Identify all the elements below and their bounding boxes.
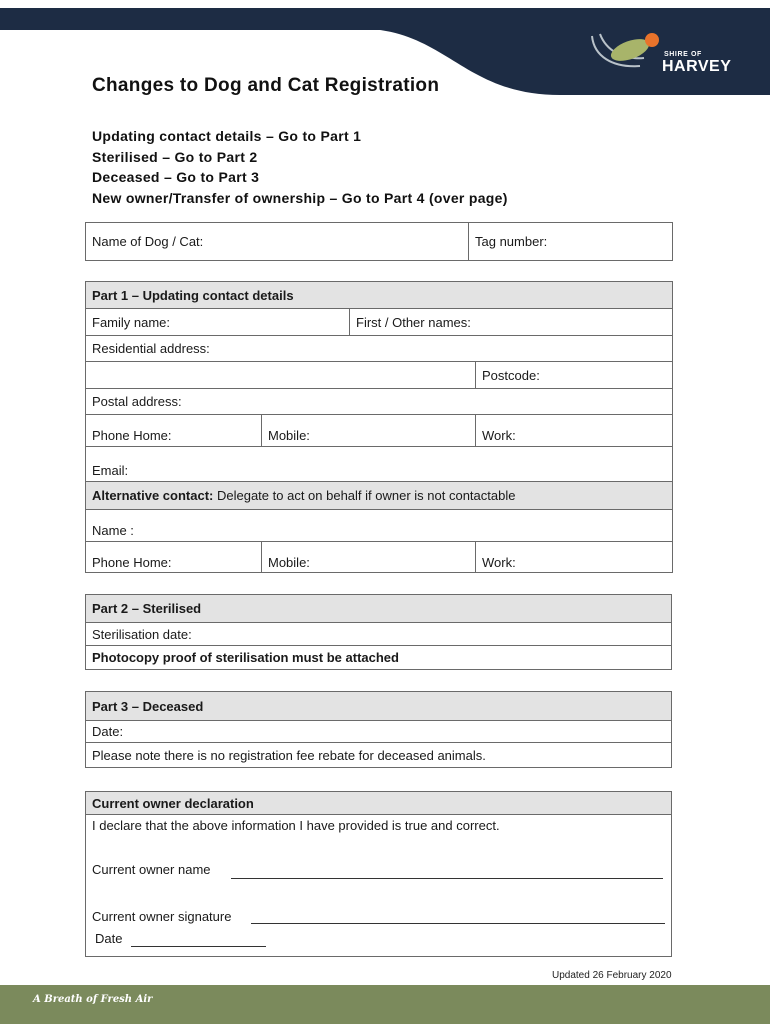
owner-name-input-line[interactable] (231, 878, 663, 879)
pet-details-table (85, 222, 673, 261)
owner-signature-label: Current owner signature (92, 909, 232, 924)
guide-line-2: Sterilised – Go to Part 2 (92, 149, 258, 165)
sterilisation-date-field[interactable]: Sterilisation date: (86, 623, 672, 646)
guide-line-1: Updating contact details – Go to Part 1 (92, 128, 362, 144)
residential-address-field[interactable]: Residential address: (86, 336, 673, 362)
alternative-contact-note: Delegate to act on behalf if owner is not contactable (213, 488, 516, 503)
logo-harvey-text: HARVEY (662, 58, 732, 75)
postcode-field[interactable]: Postcode: (476, 362, 673, 389)
declaration-heading: Current owner declaration (86, 792, 672, 815)
postal-address-field[interactable]: Postal address: (86, 389, 673, 415)
deceased-date-field[interactable]: Date: (86, 721, 672, 743)
declaration-date-input-line[interactable] (131, 946, 266, 947)
mobile-field[interactable]: Mobile: (262, 415, 476, 447)
guide-line-3: Deceased – Go to Part 3 (92, 169, 260, 185)
pet-name-field[interactable]: Name of Dog / Cat: (86, 223, 469, 261)
alternative-contact-heading (86, 482, 673, 510)
family-name-field[interactable]: Family name: (86, 309, 350, 336)
sterilisation-proof-note: Photocopy proof of sterilisation must be attached (86, 646, 672, 670)
part2-heading: Part 2 – Sterilised (86, 595, 672, 623)
part1-heading: Part 1 – Updating contact details (86, 282, 673, 309)
header-top-margin (0, 0, 770, 8)
logo-shire-text: SHIRE OF (664, 51, 702, 58)
email-field[interactable]: Email: (86, 447, 673, 482)
part1-table (85, 281, 673, 573)
footer-tagline: A Breath of Fresh Air (33, 994, 153, 1005)
guide-line-4: New owner/Transfer of ownership – Go to Part 4 (over page) (92, 190, 508, 206)
alt-phone-home-field[interactable]: Phone Home: (86, 542, 262, 573)
first-names-field[interactable]: First / Other names: (350, 309, 673, 336)
alt-work-phone-field[interactable]: Work: (476, 542, 673, 573)
tag-number-field[interactable]: Tag number: (469, 223, 673, 261)
part3-table (85, 691, 672, 768)
deceased-rebate-note: Please note there is no registration fee rebate for deceased animals. (86, 743, 672, 768)
residential-address-line2-field[interactable] (86, 362, 476, 389)
page-title: Changes to Dog and Cat Registration (92, 75, 440, 96)
part3-heading: Part 3 – Deceased (86, 692, 672, 721)
alternative-contact-label: Alternative contact: (92, 488, 214, 503)
alt-name-field[interactable]: Name : (86, 510, 673, 542)
owner-signature-input-line[interactable] (251, 923, 665, 924)
owner-name-label: Current owner name (92, 862, 211, 877)
declaration-statement: I declare that the above information I have provided is true and correct. (86, 815, 672, 957)
phone-home-field[interactable]: Phone Home: (86, 415, 262, 447)
work-phone-field[interactable]: Work: (476, 415, 673, 447)
part2-table (85, 594, 672, 670)
alt-mobile-field[interactable]: Mobile: (262, 542, 476, 573)
declaration-date-label: Date (95, 931, 123, 946)
updated-date: Updated 26 February 2020 (552, 970, 672, 981)
